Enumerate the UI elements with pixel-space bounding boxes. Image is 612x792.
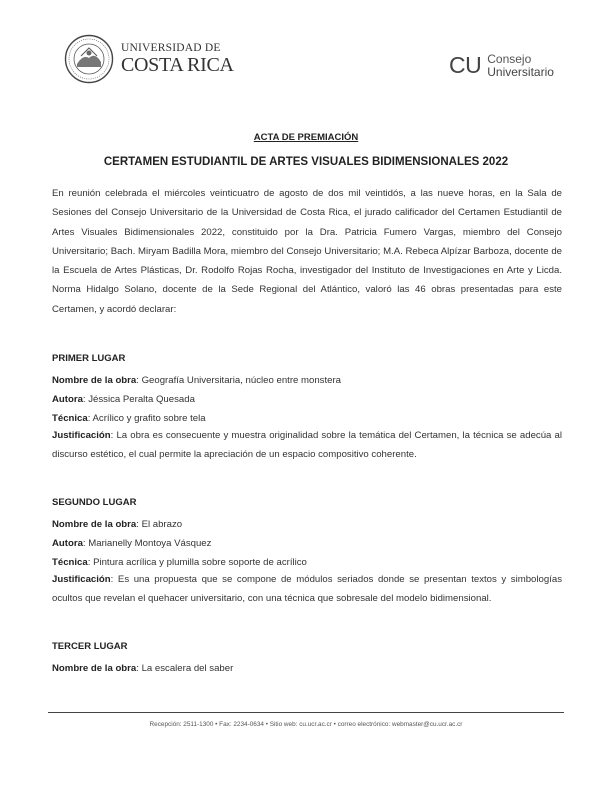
segundo-autora-value: : Marianelly Montoya Vásquez [82, 538, 212, 549]
tercer-lugar-section [52, 640, 562, 675]
ucr-name-line2: COSTA RICA [121, 54, 234, 77]
primer-lugar-heading: PRIMER LUGAR [52, 353, 126, 364]
segundo-tecnica-value: : Pintura acrílica y plumilla sobre soporte de acrílico [87, 557, 307, 568]
footer-contact: Recepción: 2511-1300 • Fax: 2234-0634 • Sitio web: cu.ucr.ac.cr • correo electrónico: webmaster@cu.ucr.ac.cr [149, 721, 463, 728]
autora-label: Autora [52, 394, 83, 405]
ucr-logo [64, 34, 234, 84]
primer-autora-value: : Jéssica Peralta Quesada [82, 394, 195, 405]
primer-justificacion [52, 426, 562, 465]
acta-title: ACTA DE PREMIACIÓN [253, 132, 359, 143]
obra-label: Nombre de la obra [52, 663, 137, 674]
justificacion-label: Justificación [52, 430, 111, 441]
tecnica-label: Técnica [52, 413, 88, 424]
primer-lugar-section [52, 352, 562, 465]
segundo-obra [52, 518, 562, 531]
segundo-lugar-section [52, 496, 562, 609]
footer-divider [48, 712, 564, 713]
segundo-tecnica [52, 556, 562, 569]
cu-line2: Universitario [487, 64, 554, 79]
intro-paragraph: En reunión celebrada el miércoles veinticuatro de agosto de dos mil veintidós, a las nueve horas, en la Sala de Sesiones del Consejo Universitario de la Universidad de Costa Rica, el jurado calificador del Certamen Estudiantil de Artes Visuales Bidimensionales 2022, constituido por la Dra. Patricia Fumero Vargas, miembro del Consejo Universitario; Bach. Miryam Badilla Mora, miembro del Consejo Universitario; M.A. Rebeca Alpízar Barboza, docente de la Escuela de Artes Plásticas, Dr. Rodolfo Rojas Rocha, investigador del Instituto de Investigaciones en Arte y Licda. Norma Hidalgo Solano, docente de la Sede Regional del Atlántico, valoró las 46 obras presentadas para este Certamen, y acordó declarar: [52, 188, 562, 315]
tercer-lugar-heading: TERCER LUGAR [52, 641, 128, 652]
primer-tecnica [52, 412, 562, 425]
tecnica-label: Técnica [52, 557, 88, 568]
primer-obra [52, 374, 562, 387]
obra-label: Nombre de la obra [52, 519, 137, 530]
cu-line1: Consejo [487, 51, 532, 66]
segundo-autora [52, 537, 562, 550]
consejo-universitario-logo [449, 52, 554, 79]
tercer-obra-value: : La escalera del saber [136, 663, 234, 674]
primer-autora [52, 393, 562, 406]
ucr-seal-icon [64, 34, 114, 84]
primer-tecnica-value: : Acrílico y grafito sobre tela [87, 413, 206, 424]
segundo-lugar-heading: SEGUNDO LUGAR [52, 497, 137, 508]
ucr-name-line1: UNIVERSIDAD DE [121, 41, 221, 54]
autora-label: Autora [52, 538, 83, 549]
cu-mark: CU [449, 52, 482, 78]
obra-label: Nombre de la obra [52, 375, 137, 386]
primer-obra-value: : Geografía Universitaria, núcleo entre monstera [136, 375, 342, 386]
tercer-obra [52, 662, 562, 675]
justificacion-label: Justificación [52, 574, 111, 585]
certamen-title: CERTAMEN ESTUDIANTIL DE ARTES VISUALES BIDIMENSIONALES 2022 [103, 156, 509, 168]
segundo-justificacion-value: : Es una propuesta que se compone de módulos seriados donde se presentan textos y simbologías ocultos que revelan el quehacer universitario, con una técnica que sobresale del modelo bidimensional. [52, 574, 562, 605]
primer-justificacion-value: : La obra es consecuente y muestra originalidad sobre la temática del Certamen, la técnica se adecúa al discurso estético, el cual permite la apreciación de un espacio compositivo coherente. [52, 430, 562, 461]
segundo-justificacion [52, 570, 562, 609]
segundo-obra-value: : El abrazo [136, 519, 183, 530]
